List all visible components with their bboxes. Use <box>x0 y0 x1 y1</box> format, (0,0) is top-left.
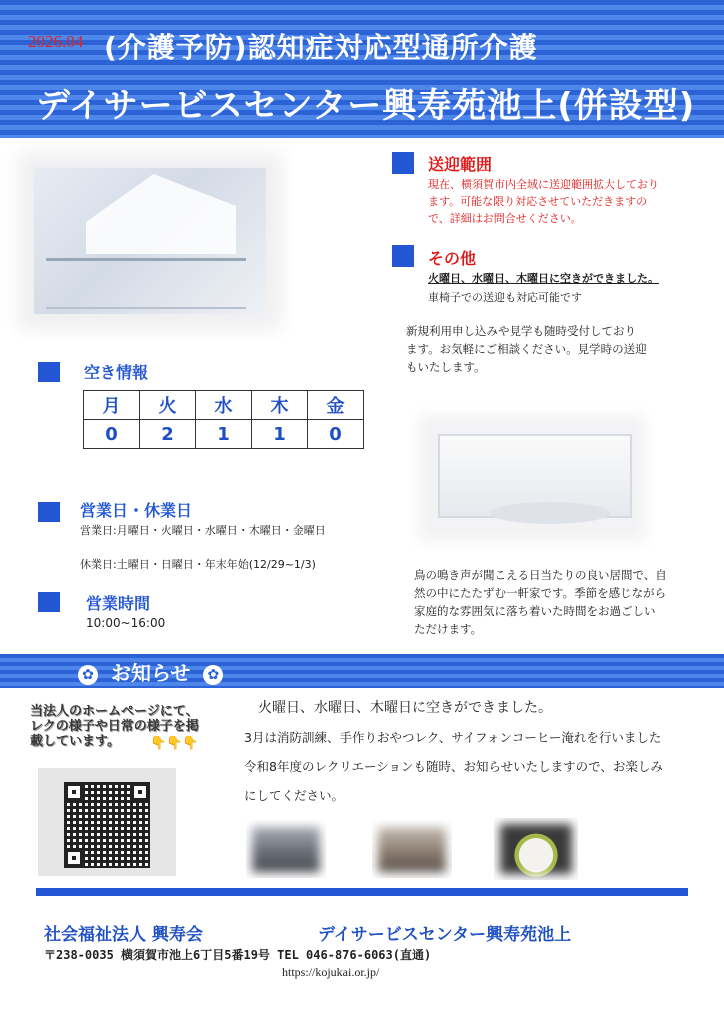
transport-line: 現在、横須賀市内全域に送迎範囲拡大しており <box>428 178 659 191</box>
footer-organization: 社会福祉法人 興寿会 <box>44 925 203 945</box>
caption-line: 然の中にたたずむ一軒家です。季節を感じながら <box>414 586 667 600</box>
closed-days: 休業日:土曜日・日曜日・年末年始(12/29~1/3) <box>80 558 316 571</box>
notice-line: 令和8年度のレクリエーションも随時、お知らせいたしますので、お楽しみ <box>244 759 663 774</box>
footer-center-name: デイサービスセンター興寿苑池上 <box>318 925 572 945</box>
transport-heading: 送迎範囲 <box>428 155 493 174</box>
homepage-line: 当法人のホームページにて、 <box>30 704 199 719</box>
section-marker-icon <box>38 362 60 382</box>
activity-photo-fire-drill <box>246 820 326 878</box>
day-cell: 火 <box>140 391 196 420</box>
flower-icon: ✿ <box>203 665 223 685</box>
section-marker-icon <box>392 152 414 174</box>
day-cell: 木 <box>252 391 308 420</box>
vacancy-counts-row <box>84 420 364 449</box>
count-cell: 1 <box>196 420 252 449</box>
hours-value: 10:00~16:00 <box>86 616 166 630</box>
business-days-heading: 営業日・休業日 <box>80 501 193 520</box>
photo-railing <box>46 258 246 309</box>
notice-title <box>78 657 223 686</box>
vacancy-heading: 空き情報 <box>84 363 149 382</box>
pointing-down-icon: 👇👇👇 <box>150 736 199 751</box>
homepage-text <box>30 704 230 749</box>
count-cell: 2 <box>140 420 196 449</box>
activity-photo-snack <box>494 818 578 880</box>
open-days: 営業日:月曜日・火曜日・水曜日・木曜日・金曜日 <box>80 524 326 537</box>
notice-label: お知らせ <box>110 661 191 685</box>
availability-note: 火曜日、水曜日、木曜日に空きができました。 <box>428 272 659 285</box>
activity-photo-coffee <box>372 820 452 878</box>
notice-line: 火曜日、水曜日、木曜日に空きができました。 <box>258 700 552 716</box>
footer-address: 〒238-0035 横須賀市池上6丁目5番19号 TEL 046-876-6063(直通) <box>44 948 432 962</box>
page-title-line1: (介護予防)認知症対応型通所介護 <box>104 31 538 64</box>
notice-line: 3月は消防訓練、手作りおやつレク、サイフォンコーヒー淹れを行いました <box>244 730 662 745</box>
living-room-photo <box>410 406 654 550</box>
day-cell: 月 <box>84 391 140 420</box>
caption-line: ただけます。 <box>414 622 483 636</box>
section-marker-icon <box>38 592 60 612</box>
flower-icon: ✿ <box>78 665 98 685</box>
transport-line: ます。可能な限り対応させていただきますの <box>428 195 648 208</box>
transport-text <box>428 176 698 227</box>
caption-line: 家庭的な雰囲気に落ち着いた時間をお過ごしい <box>414 604 656 618</box>
homepage-line: レクの様子や日常の様子を掲 <box>30 719 199 734</box>
count-cell: 1 <box>252 420 308 449</box>
building-exterior-photo <box>6 140 294 342</box>
qr-finder <box>64 848 84 868</box>
notice-line: にしてください。 <box>244 788 345 803</box>
qr-finder <box>64 782 84 802</box>
section-marker-icon <box>38 502 60 522</box>
other-heading: その他 <box>428 249 477 268</box>
application-text <box>406 322 696 376</box>
count-cell: 0 <box>84 420 140 449</box>
vacancy-days-row <box>84 391 364 420</box>
footer-divider <box>36 888 688 896</box>
day-cell: 金 <box>308 391 364 420</box>
qr-code-icon[interactable] <box>64 782 150 868</box>
qr-finder <box>130 782 150 802</box>
notice-body <box>244 694 714 810</box>
count-cell: 0 <box>308 420 364 449</box>
hours-heading: 営業時間 <box>86 594 151 613</box>
footer-url-link[interactable]: https://kojukai.or.jp/ <box>282 965 380 979</box>
day-cell: 水 <box>196 391 252 420</box>
caption-line: 鳥の鳴き声が聞こえる日当たりの良い居間で、自 <box>414 568 667 582</box>
page-title-line2: デイサービスセンター興寿苑池上(併設型) <box>36 86 696 126</box>
application-line: ます。お気軽にご相談ください。見学時の送迎 <box>406 342 647 356</box>
transport-line: で、詳細はお問合せください。 <box>428 212 582 225</box>
section-marker-icon <box>392 245 414 267</box>
photo-table <box>490 502 610 524</box>
room-caption <box>414 566 710 638</box>
wheelchair-note: 車椅子での送迎も対応可能です <box>428 291 582 304</box>
homepage-line: 載しています。 <box>30 734 120 749</box>
issue-date: 2026.04 <box>28 32 84 51</box>
vacancy-table <box>83 390 364 449</box>
application-line: 新規利用申し込みや見学も随時受付しており <box>406 324 636 338</box>
application-line: もいたします。 <box>406 360 486 374</box>
